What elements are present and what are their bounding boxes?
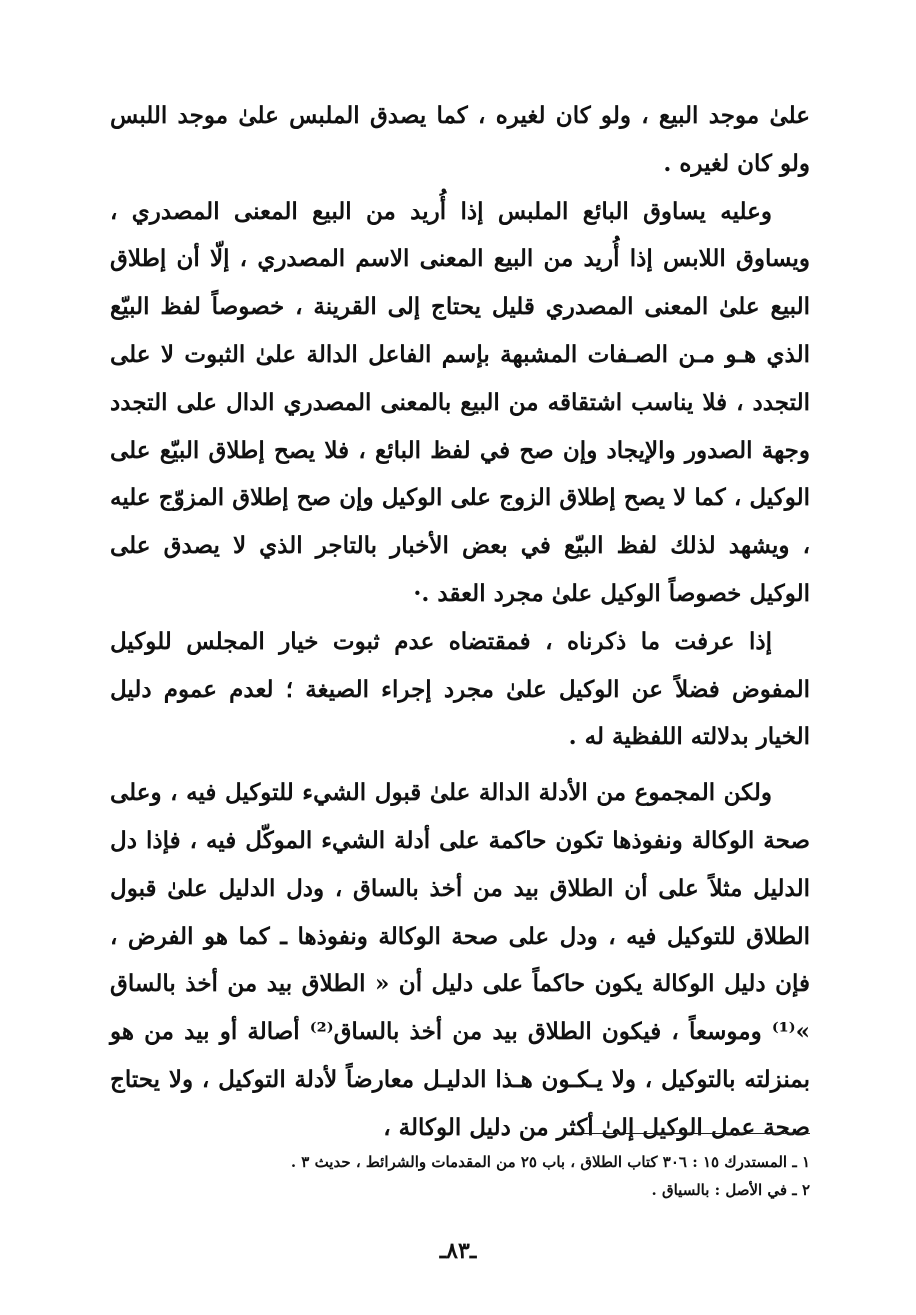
paragraph-3: إذا عرفت ما ذكرناه ، فمقتضاه عدم ثبوت خيار المجلس للوكيل المفوض فضلاً عن الوكيل علىٰ مجرد إجراء الصيغة ؛ لعدم عموم دليل الخيار بدلالته اللفظية له . bbox=[110, 627, 810, 751]
paragraph-1: علىٰ موجد البيع ، ولو كان لغيره ، كما يصدق الملبس علىٰ موجد اللبس ولو كان لغيره . bbox=[110, 102, 810, 177]
footnotes bbox=[200, 1148, 810, 1204]
footnote-2: ٢ ـ في الأصل : بالسياق . bbox=[651, 1181, 810, 1199]
paragraph-4: ولكن المجموع من الأدلة الدالة علىٰ قبول الشيء للتوكيل فيه ، وعلى صحة الوكالة ونفوذها تكون حاكمة على أدلة الشيء الموكّل فيه ، فإذا دل الدليل مثلاً على أن الطلاق بيد من أخذ بالساق ، ودل الدليل علىٰ قبول الطلاق للتوكيل فيه ، ودل على صحة الوكالة ونفوذها ـ كما هو الفرض ، فإن دليل الوكالة يكون حاكماً على دليل أن « الطلاق بيد من أخذ بالساق »⁽¹⁾ وموسعاً ، فيكون الطلاق بيد من أخذ بالساق⁽²⁾ أصالة أو بيد من هو بمنزلته بالتوكيل ، ولا يـكـون هـذا الدليـل معارضاً لأدلة التوكيل ، ولا يحتاج صحة عمل الوكيل إلىٰ أكثر من دليل الوكالة ، bbox=[110, 779, 811, 1141]
page-number: ـ٨٣ـ bbox=[439, 1238, 477, 1264]
paragraph-2: وعليه يساوق البائع الملبس إذا أُريد من البيع المعنى المصدري ، ويساوق اللابس إذا أُريد من البيع المعنى الاسم المصدري ، إلّا أن إطلاق البيع علىٰ المعنى المصدري قليل يحتاج إلى القرينة ، خصوصاً لفظ البيّع الذي هـو مـن الصـفات المشبهة بإسم الفاعل الدالة علىٰ الثبوت لا على التجدد ، فلا يناسب اشتقاقه من البيع بالمعنى المصدري الدال على التجدد وجهة الصدور والإيجاد وإن صح في لفظ البائع ، فلا يصح إطلاق البيّع على الوكيل ، كما لا يصح إطلاق الزوج على الوكيل وإن صح إطلاق المزوّج عليه ، ويشهد لذلك لفظ البيّع في بعض الأخبار بالتاجر الذي لا يصدق على الوكيل خصوصاً الوكيل علىٰ مجرد العقد .· bbox=[110, 197, 810, 607]
footnote-1: ١ ـ المستدرك ١٥ : ٣٠٦ كتاب الطلاق ، باب ٢٥ من المقدمات والشرائط ، حديث ٣ . bbox=[290, 1153, 810, 1171]
body-text bbox=[110, 92, 810, 1152]
footnote-divider bbox=[573, 1133, 810, 1134]
